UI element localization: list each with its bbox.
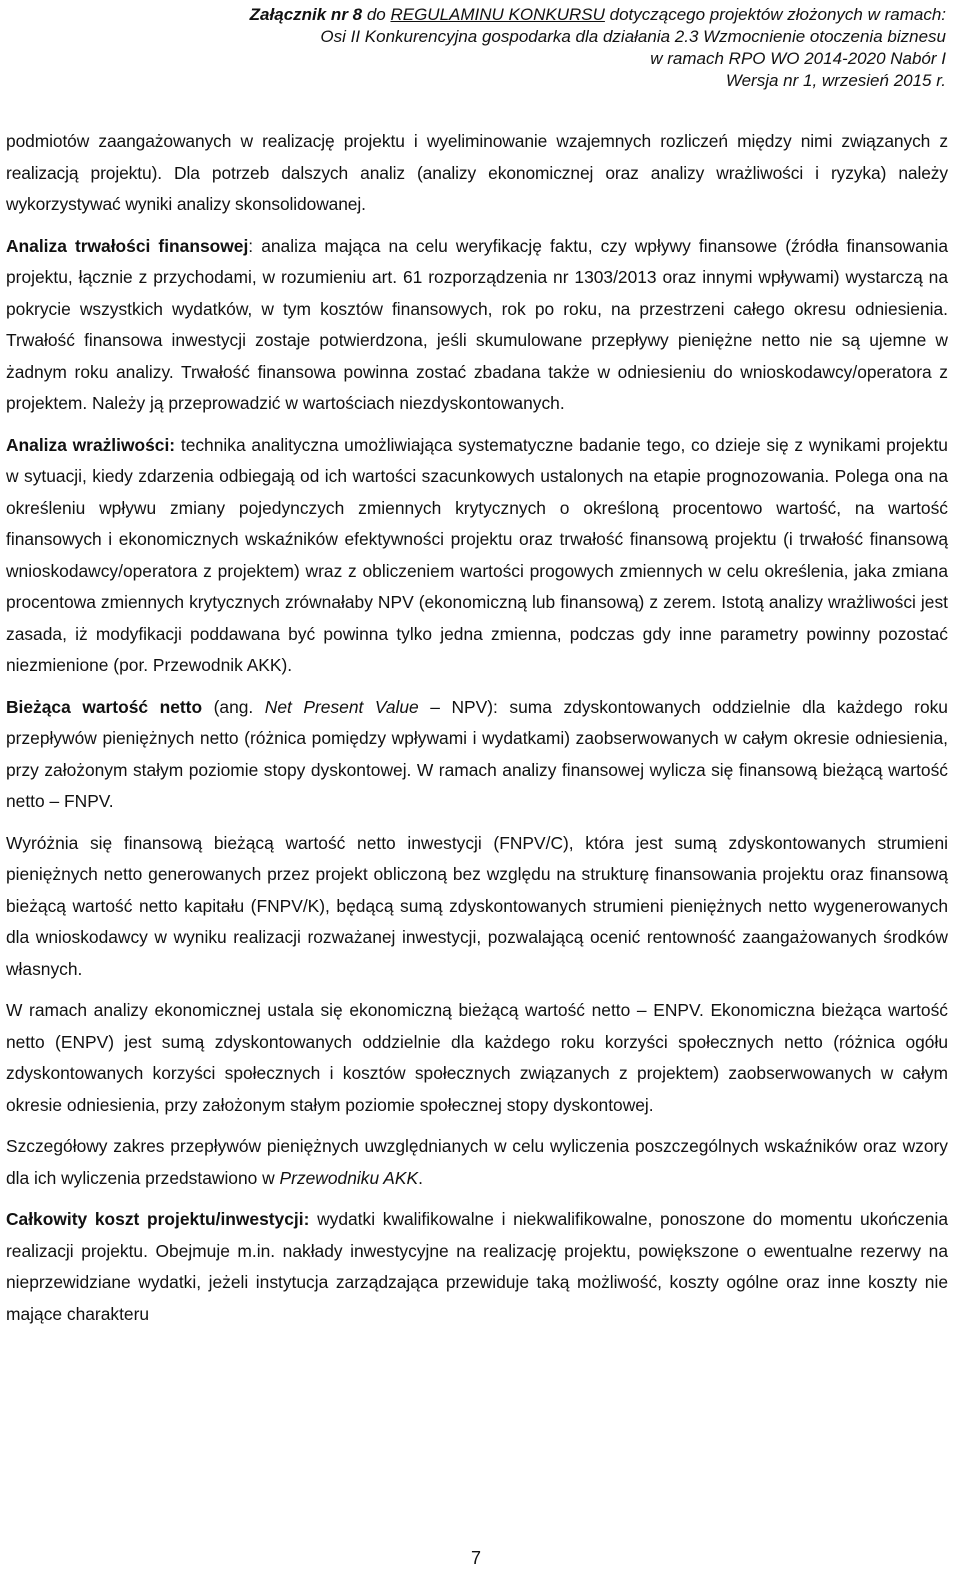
paragraph-text: . <box>418 1167 423 1188</box>
definition-text: wydatki kwalifikowalne i niekwalifikowalne, ponoszone do momentu ukończenia realizacji projektu. Obejmuje m.in. nakłady inwestycyjne na realizację projektu, powiększone o ewentualne rezerwy na nieprzewidziane wydatki, jeżeli instytucja zarządzająca przewiduje taką możliwość, koszty ogólne oraz inne koszty nie mające charakteru <box>6 1209 949 1324</box>
term-npv: Bieżąca wartość netto <box>6 696 203 717</box>
paragraph-cash-flows <box>6 1131 948 1194</box>
term-total-cost: Całkowity koszt projektu/inwestycji: <box>6 1209 310 1229</box>
paragraph-sensitivity-analysis <box>6 430 948 682</box>
header-line-2: Osi II Konkurencyjna gospodarka dla działania 2.3 Wzmocnienie otoczenia biznesu <box>320 27 946 46</box>
header-annex-label: Załącznik nr 8 <box>249 5 363 24</box>
paragraph-text: Szczegółowy zakres przepływów pieniężnych uwzględnianych w celu wyliczenia poszczególnych wskaźników oraz wzory dla ich wyliczenia przedstawiono w <box>6 1136 948 1188</box>
guide-reference: Przewodniku AKK <box>279 1167 419 1188</box>
term-sensitivity-analysis: Analiza wrażliwości: <box>6 434 176 455</box>
header-text: dotyczącego projektów złożonych w ramach: <box>604 5 946 24</box>
paragraph-financial-sustainability <box>6 231 948 420</box>
page-number: 7 <box>470 1548 481 1568</box>
header-text: do <box>362 5 391 24</box>
npv-english-term: Net Present Value <box>264 696 419 717</box>
paragraph-consolidated-analysis: podmiotów zaangażowanych w realizację projektu i wyeliminowanie wzajemnych rozliczeń między nimi związanych z realizacją projektu). Dla potrzeb dalszych analiz (analizy ekonomicznej oraz analizy wrażliwości i ryzyka) należy wykorzystywać wyniki analizy skonsolidowanej. <box>6 131 948 214</box>
paragraph-total-cost <box>6 1204 948 1330</box>
term-financial-sustainability: Analiza trwałości finansowej <box>6 235 249 256</box>
definition-text: – NPV): suma zdyskontowanych oddzielnie dla każdego roku przepływów pieniężnych netto (różnica pomiędzy wpływami i wydatkami) zaobserwowanych w całym okresie odniesienia, przy założonym stałym poziomie stopy dyskontowej. W ramach analizy finansowej wylicza się finansową bieżącą wartość netto – FNPV. <box>6 696 948 811</box>
header-line-4: Wersja nr 1, wrzesień 2015 r. <box>725 71 946 90</box>
paragraph-fnpv: Wyróżnia się finansową bieżącą wartość netto inwestycji (FNPV/C), która jest sumą zdyskontowanych strumieni pieniężnych netto generowanych przez projekt obliczoną bez względu na strukturę finansowania projektu oraz finansową bieżącą wartość netto kapitału (FNPV/K), będącą sumą zdyskontowanych strumieni pieniężnych netto wygenerowanych dla wnioskodawcy w wyniku realizacji rozważanej inwestycji, pozwalającą ocenić rentowność zaangażowanych środków własnych. <box>6 832 948 979</box>
document-body <box>6 126 948 1330</box>
document-header <box>46 4 946 92</box>
header-line-3: w ramach RPO WO 2014-2020 Nabór I <box>650 49 946 68</box>
regulation-link[interactable]: REGULAMINU KONKURSU <box>390 5 605 24</box>
definition-text: (ang. <box>202 696 265 717</box>
definition-text: : analiza mająca na celu weryfikację faktu, czy wpływy finansowe (źródła finansowania projektu, łącznie z przychodami, w rozumieniu art. 61 rozporządzenia nr 1303/2013 oraz innymi wpływami) wystarczą na pokrycie wszystkich wydatków, w tym kosztów finansowych, rok po roku, na przestrzeni całego okresu odniesienia. Trwałość finansowa inwestycji zostaje potwierdzona, jeśli skumulowane przepływy pieniężne netto nie są ujemne w żadnym roku analizy. Trwałość finansowa powinna zostać zbadana także w odniesieniu do wnioskodawcy/operatora z projektem. Należy ją przeprowadzić w wartościach niezdyskontowanych. <box>6 235 948 413</box>
paragraph-npv <box>6 692 948 818</box>
definition-text: technika analityczna umożliwiająca systematyczne badanie tego, co dzieje się z wynikami projektu w sytuacji, kiedy zdarzenia odbiegają od ich wartości szacunkowych ustalonych na etapie prognozowania. Polega ona na określeniu wpływu zmiany pojedynczych zmiennych krytycznych o określoną procentowo wartość, na wartość finansowych i ekonomicznych wskaźników efektywności projektu oraz trwałość finansową projektu (i trwałość finansową wnioskodawcy/operatora z projektem) wraz z obliczeniem wartości progowych zmiennych w celu określenia, jaka zmiana procentowa zmiennych krytycznych zrównałaby NPV (ekonomiczną lub finansową) z zerem. Istotą analizy wrażliwości jest zasada, iż modyfikacji poddawana być powinna tylko jedna zmienna, podczas gdy inne parametry powinny pozostać niezmienione (por. Przewodnik AKK). <box>6 434 948 675</box>
paragraph-enpv: W ramach analizy ekonomicznej ustala się ekonomiczną bieżącą wartość netto – ENPV. Ekonomiczna bieżąca wartość netto (ENPV) jest sumą zdyskontowanych oddzielnie dla każdego roku korzyści społecznych netto (różnica ogółu zdyskontowanych korzyści społecznych i kosztów społecznych związanych z projektem) zaobserwowanych w całym okresie odniesienia, przy założonym stałym poziomie społecznej stopy dyskontowej. <box>6 1000 948 1115</box>
header-line-1 <box>46 4 946 26</box>
